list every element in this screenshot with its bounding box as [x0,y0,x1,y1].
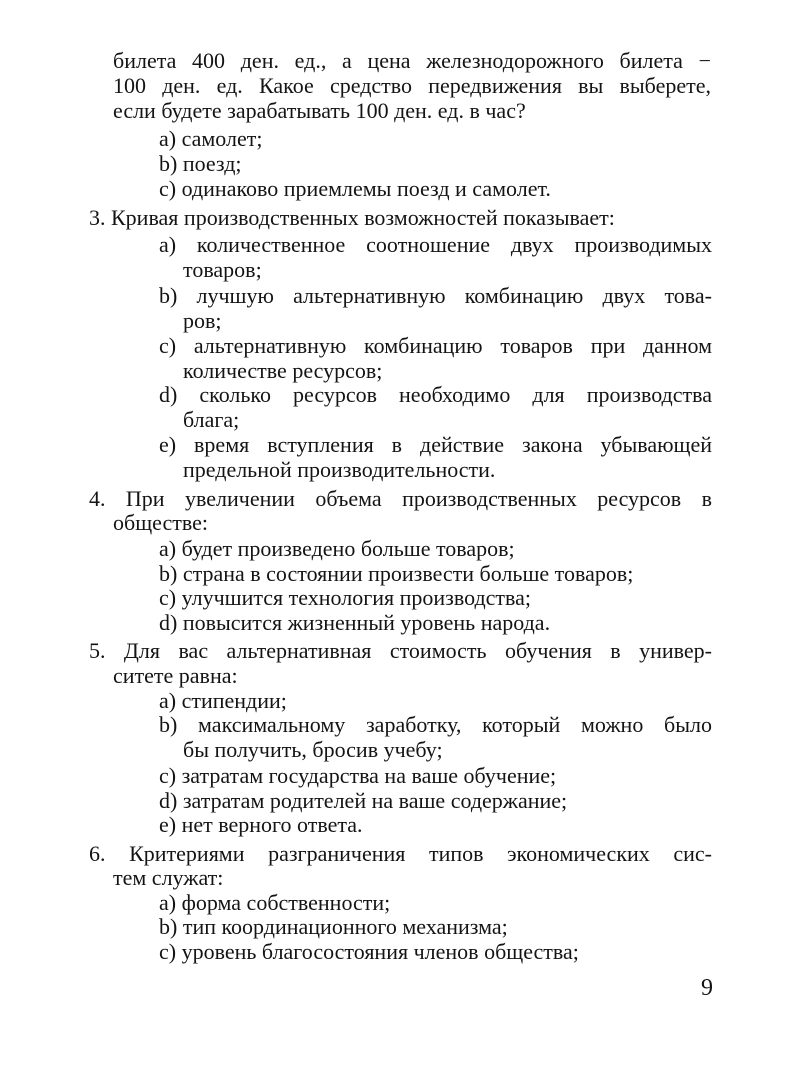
answer-option: а) количественное соотношение двух производимых [159,232,712,257]
answer-option: b) страна в состоянии произвести больше товаров; [159,561,634,586]
answer-option: а) стипендии; [159,688,287,713]
answer-option: с) улучшится технология производства; [159,585,532,610]
answer-option: е) нет верного ответа. [159,812,363,837]
answer-option: с) уровень благосостояния членов общества; [159,939,579,964]
answer-option-cont: бы получить, бросив учебу; [183,737,443,762]
question-title: 4. При увеличении объема производственных ресурсов в [89,486,712,511]
question-title-cont: ситете равна: [113,663,238,688]
page-number: 9 [701,975,713,1001]
answer-option: а) форма собственности; [159,890,391,915]
answer-option-cont: товаров; [183,257,262,282]
answer-option: с) одинаково приемлемы поезд и самолет. [159,176,551,201]
answer-option: b) лучшую альтернативную комбинацию двух това- [159,283,712,308]
intro-line: 100 ден. ед. Какое средство передвижения вы выберете, [113,73,711,98]
answer-option: d) сколько ресурсов необходимо для производства [159,382,712,407]
question-title-cont: тем служат: [113,865,224,890]
answer-option-cont: количестве ресурсов; [183,358,383,383]
answer-option: d) затратам родителей на ваше содержание; [159,788,568,813]
question-title: 6. Критериями разграничения типов экономических сис- [89,841,712,866]
answer-option: d) повысится жизненный уровень народа. [159,610,551,635]
answer-option: а) самолет; [159,126,263,151]
answer-option: с) затратам государства на ваше обучение; [159,763,557,788]
answer-option: b) поезд; [159,151,242,176]
question-title: 3. Кривая производственных возможностей показывает: [89,205,615,230]
answer-option-cont: ров; [183,308,222,333]
answer-option-cont: блага; [183,407,240,432]
answer-option-cont: предельной производительности. [183,457,496,482]
question-title: 5. Для вас альтернативная стоимость обучения в универ- [89,638,712,663]
intro-line: билета 400 ден. ед., а цена железнодорожного билета − [113,48,711,73]
answer-option: а) будет произведено больше товаров; [159,536,515,561]
question-title-cont: обществе: [113,510,208,535]
answer-option: с) альтернативную комбинацию товаров при данном [159,333,712,358]
answer-option: е) время вступления в действие закона убывающей [159,432,712,457]
answer-option: b) максимальному заработку, который можно было [159,712,712,737]
intro-line: если будете зарабатывать 100 ден. ед. в час? [113,98,526,123]
answer-option: b) тип координационного механизма; [159,914,508,939]
